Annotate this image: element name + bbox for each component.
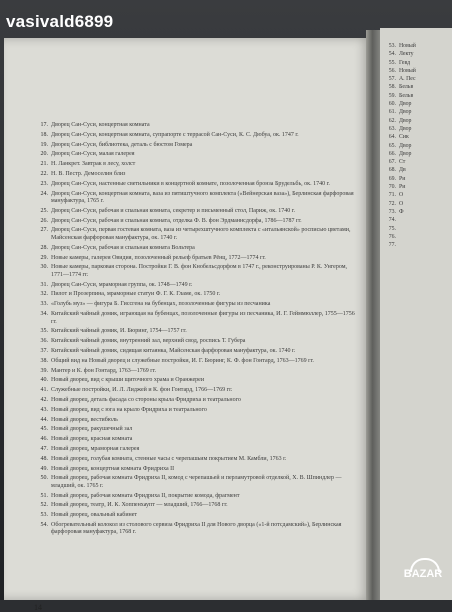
item-text: Обогревательный колокол из столового сервиза Фридриха II для Нового дворца («1-й потсдамский»), Берлинская фарфоровая мануфактура, 1768 г. (51, 521, 342, 536)
item-number: 35. (40, 328, 48, 335)
list-item (382, 233, 452, 241)
item-text: О (399, 192, 404, 199)
list-item (34, 227, 356, 242)
item-text: Новый дворец, овальный кабинет (51, 512, 138, 519)
list-item (34, 255, 356, 263)
item-number: 48. (40, 455, 48, 462)
logo-text: BAZAR (403, 568, 443, 580)
item-text: Дворец Сан-Суси, малая галерея (51, 151, 135, 158)
list-item (34, 466, 356, 474)
list-item (382, 158, 452, 166)
item-number: 72. (388, 200, 396, 207)
page-number: 14 (34, 603, 42, 612)
list-item (382, 150, 452, 158)
item-number: 65. (388, 142, 396, 149)
item-text: Ри (399, 184, 406, 191)
list-item (34, 397, 356, 405)
illustration-list (34, 122, 356, 539)
list-item (382, 175, 452, 183)
item-number: 45. (40, 426, 48, 433)
list-item (382, 241, 452, 249)
item-text: Ст (399, 159, 406, 166)
list-item (34, 426, 356, 434)
list-item (34, 387, 356, 395)
item-number: 41. (40, 387, 48, 394)
item-text: Дворец Сан-Суси, мраморная группа, ок. 1748—1749 г. (51, 281, 193, 288)
item-number: 69. (388, 175, 396, 182)
item-text: Н. В. Пестр. Демоселин близ (51, 170, 126, 177)
item-text: Гевд (399, 59, 411, 66)
item-text: Дворец Сан-Суси, рабочая и спальная комната, секретер и письменный стол, Париж, ок. 1740 г. (51, 207, 295, 214)
item-number: 17. (40, 122, 48, 128)
list-item (382, 67, 452, 75)
item-text: Новый дворец, вид с крыши щиточного храма и Оранжереи (51, 377, 205, 384)
item-text: Ф (399, 208, 404, 215)
item-number: 66. (388, 150, 396, 157)
item-number: 67. (388, 159, 396, 166)
item-number: 60. (388, 101, 396, 108)
item-text: Новый дворец, деталь фасада со стороны крыла Фридриха и театрального (51, 396, 241, 403)
item-text: Дворец Сан-Суси, библиотека, деталь с бюстом Гомера (51, 141, 193, 148)
item-number: 37. (40, 347, 48, 354)
list-item (34, 456, 356, 464)
item-number: 52. (40, 502, 48, 509)
list-item (34, 475, 356, 490)
item-text: Новый дворец, концертная комната Фридриха II (51, 465, 175, 472)
item-number: 32. (40, 291, 48, 298)
item-number: 49. (40, 465, 48, 472)
list-item (382, 133, 452, 141)
list-item (34, 161, 356, 169)
list-item (34, 436, 356, 444)
item-number: 62. (388, 117, 396, 124)
item-text: Новый дворец, мраморная галерея (51, 445, 140, 452)
item-text: Дворец Сан-Суси, концертная комната (51, 122, 150, 128)
item-text: Общий вид на Новый дворец и служебные постройки, И. Г. Бюринг, К. Ф. фон Гонтард, 1763—1769 гг. (51, 357, 314, 364)
list-item (34, 208, 356, 216)
item-number: 22. (40, 170, 48, 177)
item-text: Двор (399, 117, 412, 124)
item-text: Бельв (399, 92, 414, 99)
item-text: Новый дворец, красная комната (51, 436, 133, 443)
list-item (382, 92, 452, 100)
item-text: Мантер и К. фон Гонтард, 1763—1769 гг. (51, 367, 157, 374)
item-number: 63. (388, 125, 396, 132)
item-number: 53. (40, 512, 48, 519)
list-item (34, 181, 356, 189)
item-number: 51. (40, 492, 48, 499)
list-item (382, 75, 452, 83)
item-text: Двор (399, 109, 412, 116)
list-item (34, 522, 356, 537)
item-text: Китайский чайный домик, играющая на бубенцах, позолоченные фигуры из песчаника, И. Г. Гейммюллер, 1755—1756 гг. (51, 311, 355, 325)
list-item (382, 108, 452, 116)
list-item (34, 151, 356, 159)
list-item (34, 264, 356, 279)
item-number: 28. (40, 244, 48, 251)
list-item (382, 42, 452, 50)
item-text: Двор (399, 150, 412, 157)
illustration-list-continued (382, 42, 452, 249)
list-item (34, 328, 356, 336)
item-number: 56. (388, 67, 396, 74)
item-text: Новый (399, 67, 416, 74)
item-number: 76. (388, 233, 396, 240)
item-number: 31. (40, 281, 48, 288)
item-number: 58. (388, 84, 396, 91)
item-number: 70. (388, 184, 396, 191)
item-number: 30. (40, 264, 48, 271)
item-number: 54. (40, 521, 48, 528)
item-number: 39. (40, 367, 48, 374)
item-number: 74. (388, 217, 396, 224)
item-number: 54. (388, 51, 396, 58)
item-text: Дв (399, 167, 406, 174)
item-text: О (399, 200, 404, 207)
item-number: 57. (388, 76, 396, 83)
list-item (34, 368, 356, 376)
item-number: 50. (40, 475, 48, 482)
item-text: «Голубь муз» — фигура Б. Гиссгена на бубенцах, позолоченные фигуры из песчаника (51, 301, 271, 308)
item-number: 36. (40, 338, 48, 345)
item-number: 68. (388, 167, 396, 174)
item-text: Новые камеры, парковая сторона. Постройки Г. В. фон Кнобельсдорфом в 1747 г., реконструированы Р. К. Унгером, 1771—1774 гг. (51, 264, 348, 278)
list-item (34, 191, 356, 206)
item-text: Двор (399, 125, 412, 132)
item-text: Двор (399, 101, 412, 108)
list-item (34, 142, 356, 150)
item-text: Новые камеры, галерея Овидия, позолоченный рельеф братьев Рёнц, 1772—1774 гг. (51, 254, 266, 261)
item-number: 44. (40, 416, 48, 423)
item-number: 64. (388, 134, 396, 141)
list-item (34, 446, 356, 454)
list-item (382, 125, 452, 133)
item-number: 33. (40, 301, 48, 308)
item-number: 77. (388, 242, 396, 249)
list-item (34, 218, 356, 226)
item-number: 23. (40, 180, 48, 187)
item-number: 34. (40, 311, 48, 318)
book-page-right (380, 28, 452, 600)
list-item (382, 50, 452, 58)
item-number: 55. (388, 59, 396, 66)
list-item (34, 301, 356, 309)
item-text: Дворец Сан-Суси, первая гостевая комната, ваза из четырехштучного комплекта с «итальянской» росписью цветами, Майсенская фарфоровая мануфактура, ок. 1740 г. (51, 227, 351, 241)
list-item (34, 407, 356, 415)
list-item (34, 493, 356, 501)
item-text: Сик (399, 134, 409, 141)
list-item (382, 200, 452, 208)
list-item (34, 502, 356, 510)
list-item (34, 512, 356, 520)
item-text: Китайский чайный домик, сидящая китаянка, Майсенская фарфоровая мануфактура, ок. 1740 г. (51, 347, 296, 354)
list-item (382, 225, 452, 233)
item-text: Ри (399, 175, 406, 182)
list-item (34, 377, 356, 385)
item-text: Новый дворец, вестибюль (51, 416, 118, 423)
list-item (34, 338, 356, 346)
item-text: Новый дворец, голубая комната, стенные часы с черепашьим покрытием М. Камбли, 1763 г. (51, 455, 287, 462)
item-number: 20. (40, 151, 48, 158)
seller-watermark: vasivald6899 (6, 12, 114, 31)
item-number: 38. (40, 357, 48, 364)
item-text: Пилот и Прозерпина, мраморные статуи Ф. Г. К. Гламе, ок. 1750 г. (51, 291, 221, 298)
item-number: 18. (40, 131, 48, 138)
list-item (382, 216, 452, 224)
list-item (382, 183, 452, 191)
item-text: Новый дворец, рабочая комната Фридриха II, покрытие комода, фрагмент (51, 492, 240, 499)
item-text: Лекту (399, 51, 414, 58)
book-page-left (4, 38, 370, 612)
item-number: 46. (40, 436, 48, 443)
list-item (34, 245, 356, 253)
item-number: 19. (40, 141, 48, 148)
item-text: Новый (399, 43, 416, 49)
bazar-logo (398, 556, 448, 594)
item-text: Бельв (399, 84, 414, 91)
item-number: 29. (40, 254, 48, 261)
item-text: Новый дворец, рабочая комната Фридриха II, комод с черепашьей и перламутровой отделкой, Х. В. Шпиндлер — младший, ок. 1765 г. (51, 475, 342, 489)
item-number: 75. (388, 225, 396, 232)
item-text: Дворец Сан-Суси, концертная комната, супрапорте с террасой Сан-Суси, К. С. Дюбуа, ок. 1747 г. (51, 131, 299, 138)
list-item (34, 171, 356, 179)
item-number: 43. (40, 406, 48, 413)
item-text: Китайский чайный домик, внутренний зал, верхний свод, роспись Т. Губера (51, 338, 246, 345)
item-text: Дворец Сан-Суси, рабочая и спальная комната, отделка Ф. В. фон Эрдманнсдорфа, 1786—1787 гг. (51, 217, 302, 224)
item-number: 21. (40, 161, 48, 168)
item-number: 71. (388, 192, 396, 199)
item-number: 42. (40, 396, 48, 403)
item-text: А. Пес (399, 76, 416, 83)
list-item (34, 348, 356, 356)
item-number: 59. (388, 92, 396, 99)
list-item (382, 166, 452, 174)
item-number: 73. (388, 208, 396, 215)
item-number: 24. (40, 190, 48, 197)
list-item (34, 122, 356, 130)
item-text: Китайский чайный домик, И. Бюринг, 1754—1757 гг. (51, 328, 187, 335)
list-item (34, 358, 356, 366)
item-text: Дворец Сан-Суси, настенные светильники в концертной комнате, позолоченная бронза Брудельбь, ок. 1740 г. (51, 180, 330, 187)
item-number: 40. (40, 377, 48, 384)
item-number: 25. (40, 207, 48, 214)
list-item (34, 132, 356, 140)
list-item (382, 208, 452, 216)
item-text: Дворец Сан-Суси, рабочая и спальная комната Вольтера (51, 244, 195, 251)
item-text: Н. Ланкрет. Завтрак в лесу, холст (51, 161, 136, 168)
list-item (382, 59, 452, 67)
list-item (34, 282, 356, 290)
item-text: Служебные постройки, И. Л. Лиджей и К. фон Гонтард, 1766—1769 гг. (51, 387, 233, 394)
item-number: 53. (388, 43, 396, 49)
item-number: 27. (40, 227, 48, 234)
item-number: 26. (40, 217, 48, 224)
list-item (382, 191, 452, 199)
list-item (34, 291, 356, 299)
list-item (382, 100, 452, 108)
list-item (382, 117, 452, 125)
list-item (382, 142, 452, 150)
item-text: Двор (399, 142, 412, 149)
item-number: 47. (40, 445, 48, 452)
item-text: Новый дворец, ракушечный зал (51, 426, 133, 433)
item-text: Новый дворец, вид с юга на крыло Фридриха и театрального (51, 406, 207, 413)
item-number: 61. (388, 109, 396, 116)
list-item (34, 417, 356, 425)
list-item (34, 311, 356, 326)
item-text: Дворец Сан-Суси, концертная комната, ваза из пятиштучного комплекта («Вейнерская ваза»), Берлинская фарфоровая мануфактура, 1765 г. (51, 190, 354, 205)
list-item (382, 83, 452, 91)
item-text: Новый дворец, театр, И. К. Хоппенхаупт — младший, 1766—1768 гг. (51, 502, 228, 509)
